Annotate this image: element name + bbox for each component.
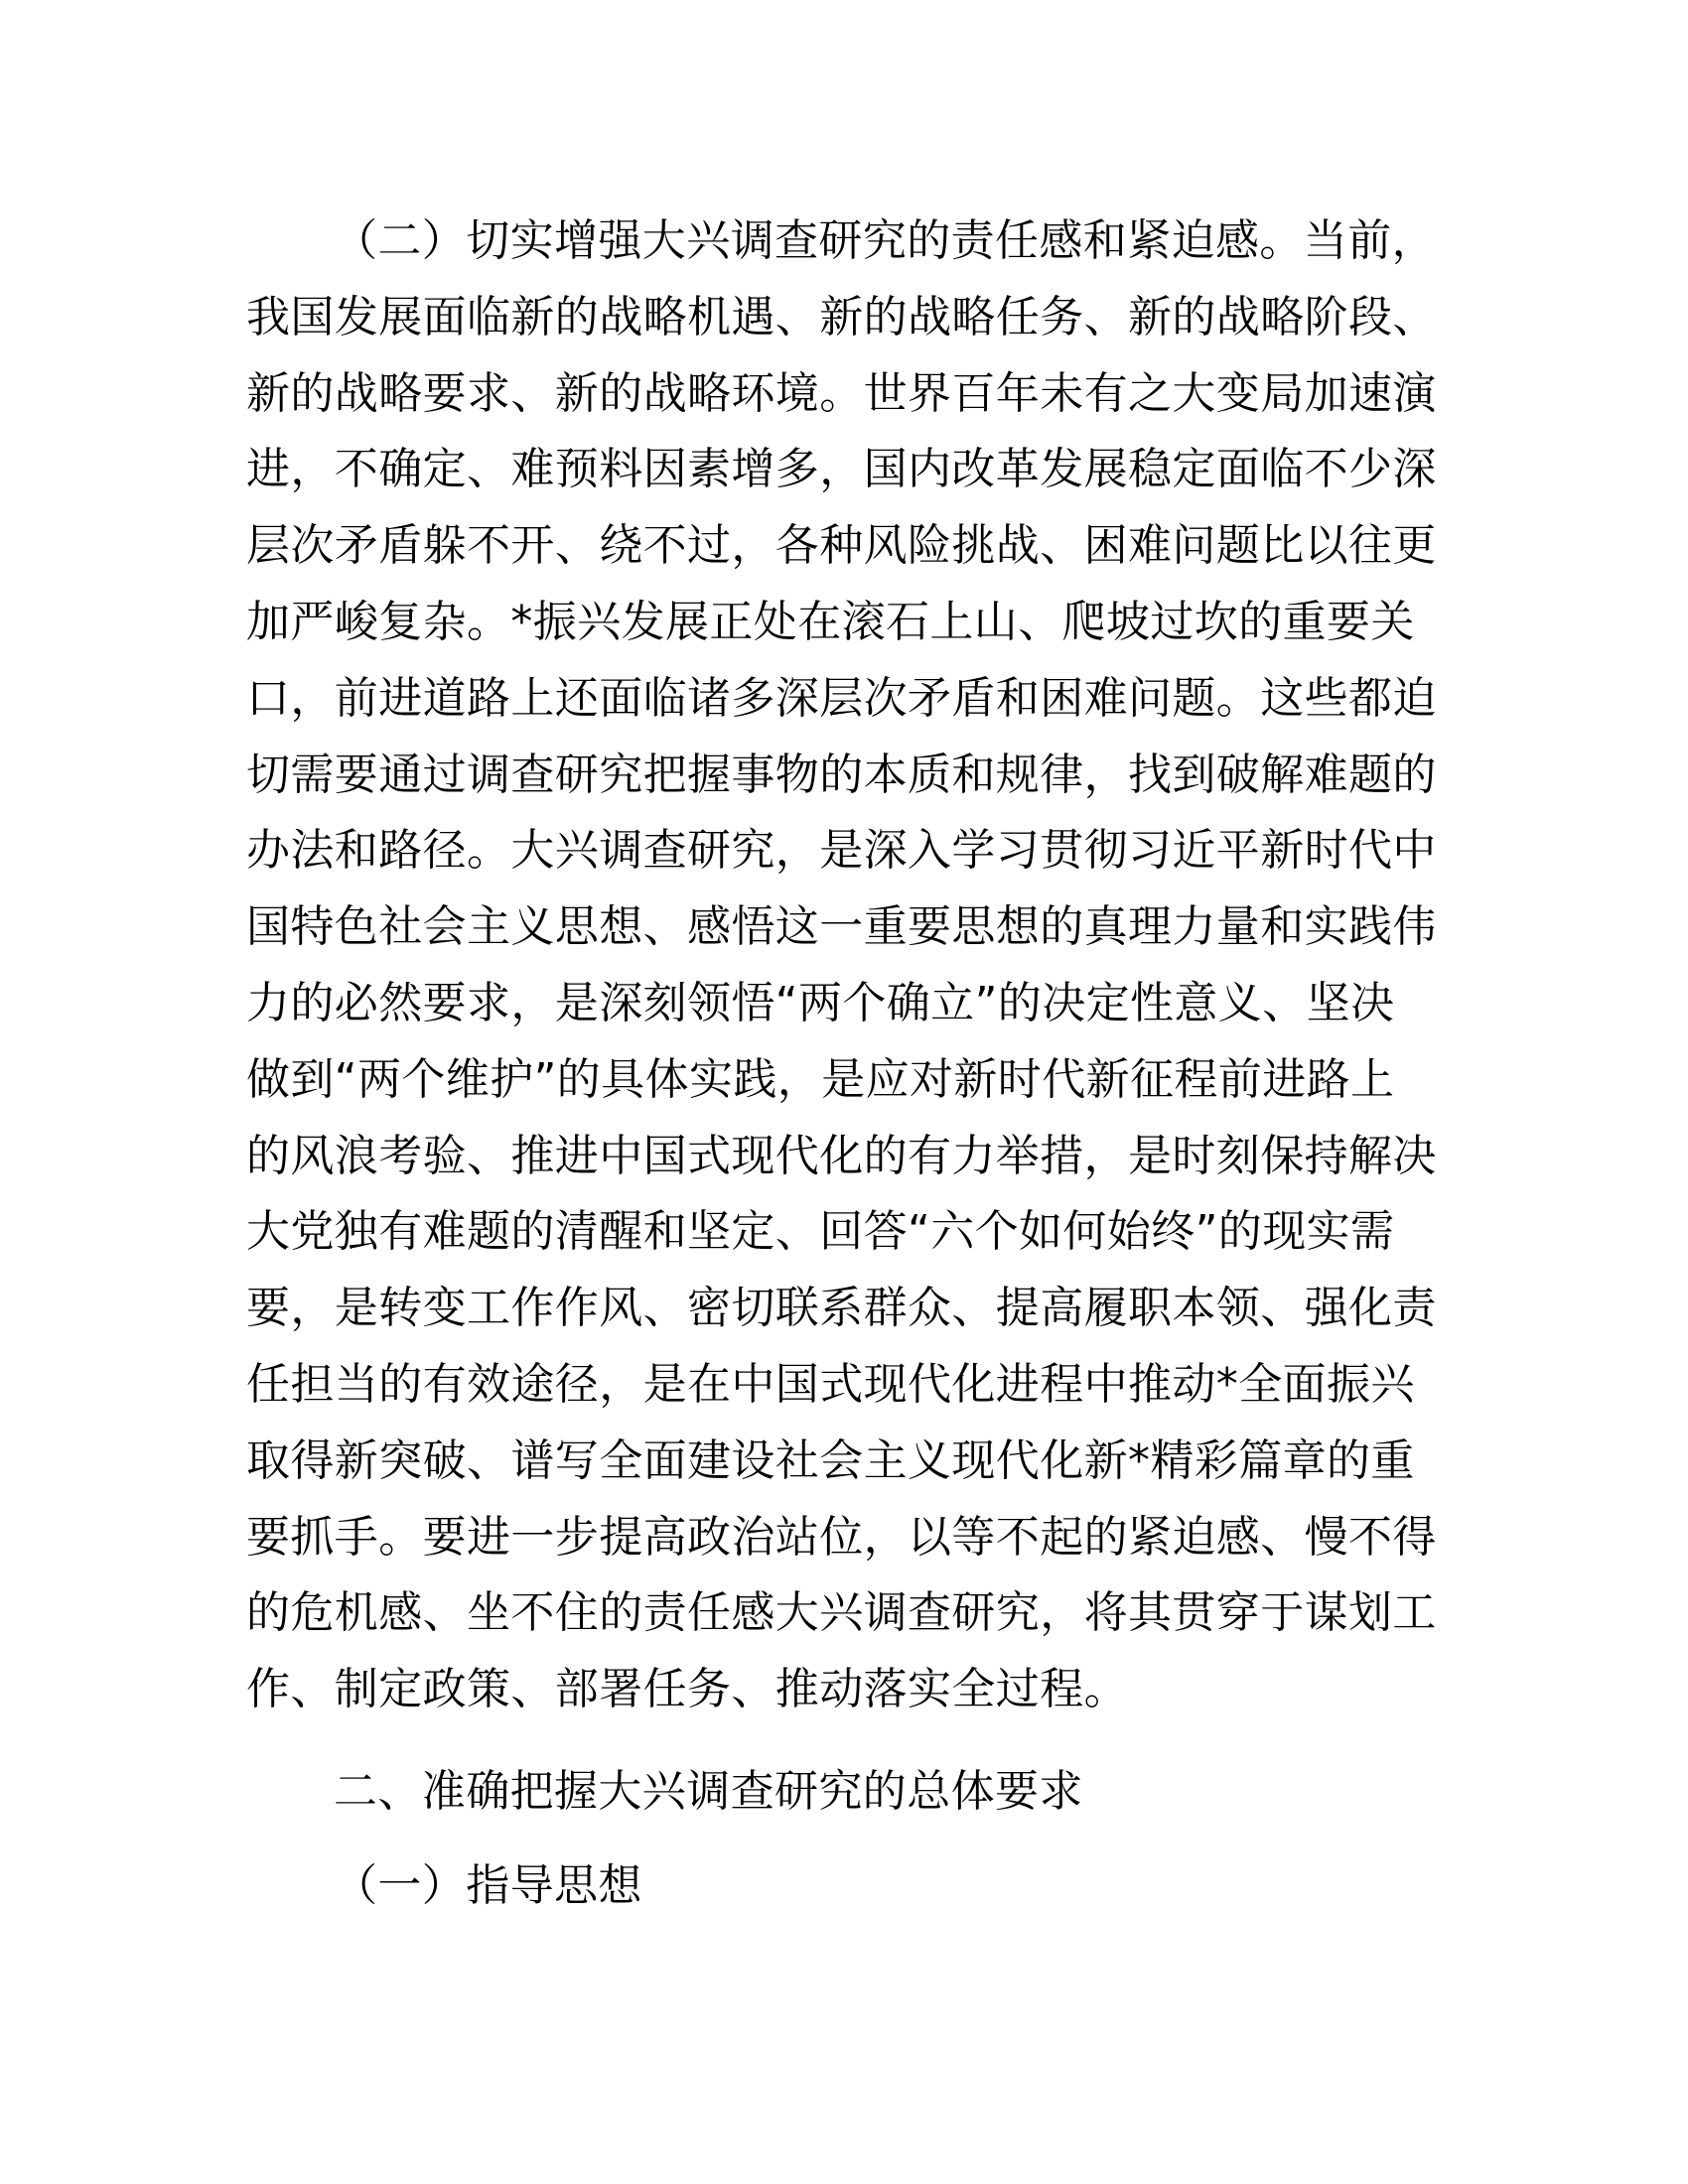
paragraph-line: 做到“两个维护”的具体实践，是应对新时代新征程前进路上 xyxy=(246,1053,1395,1105)
body-text xyxy=(246,204,1438,1925)
paragraph-line: 大党独有难题的清醒和坚定、回答“六个如何始终”的现实需 xyxy=(246,1206,1395,1258)
paragraph-line: 的危机感、坐不住的责任感大兴调查研究，将其贯穿于谋划工 xyxy=(246,1587,1437,1639)
paragraph-line: 口，前进道路上还面临诸多深层次矛盾和困难问题。这些都迫 xyxy=(246,672,1437,724)
paragraph-line: 要抓手。要进一步提高政治站位，以等不起的紧迫感、慢不得 xyxy=(246,1511,1437,1563)
paragraph-line: 作、制定政策、部署任务、推动落实全过程。 xyxy=(246,1664,1128,1715)
paragraph-line: 切需要通过调查研究把握事物的本质和规律，找到破解难题的 xyxy=(246,749,1437,800)
paragraph-line: 取得新突破、谱写全面建设社会主义现代化新*精彩篇章的重 xyxy=(246,1434,1415,1486)
paragraph-line: 层次矛盾躲不开、绕不过，各种风险挑战、困难问题比以往更 xyxy=(246,520,1437,572)
paragraph-line: 力的必然要求，是深刻领悟“两个确立”的决定性意义、坚决 xyxy=(246,977,1395,1028)
section-heading: 二、准确把握大兴调查研究的总体要求 xyxy=(334,1765,1083,1817)
paragraph-line: 办法和路径。大兴调查研究，是深入学习贯彻习近平新时代中 xyxy=(246,825,1437,877)
subsection-heading: （一）指导思想 xyxy=(334,1859,642,1911)
paragraph-line: 进，不确定、难预料因素增多，国内改革发展稳定面临不少深 xyxy=(246,444,1437,495)
paragraph-line: （二）切实增强大兴调查研究的责任感和紧迫感。当前， xyxy=(334,215,1436,266)
paragraph-line: 任担当的有效途径，是在中国式现代化进程中推动*全面振兴 xyxy=(246,1358,1415,1410)
paragraph-responsibility-urgency xyxy=(246,204,1438,1728)
paragraph-line: 我国发展面临新的战略机遇、新的战略任务、新的战略阶段、 xyxy=(246,291,1437,342)
paragraph-line: 要，是转变工作作风、密切联系群众、提高履职本领、强化责 xyxy=(246,1283,1437,1334)
paragraph-line: 加严峻复杂。*振兴发展正处在滚石上山、爬坡过坎的重要关 xyxy=(246,596,1415,647)
paragraph-line: 国特色社会主义思想、感悟这一重要思想的真理力量和实践伟 xyxy=(246,901,1437,953)
paragraph-line: 新的战略要求、新的战略环境。世界百年未有之大变局加速演 xyxy=(246,367,1437,419)
paragraph-line: 的风浪考验、推进中国式现代化的有力举措，是时刻保持解决 xyxy=(246,1130,1437,1181)
